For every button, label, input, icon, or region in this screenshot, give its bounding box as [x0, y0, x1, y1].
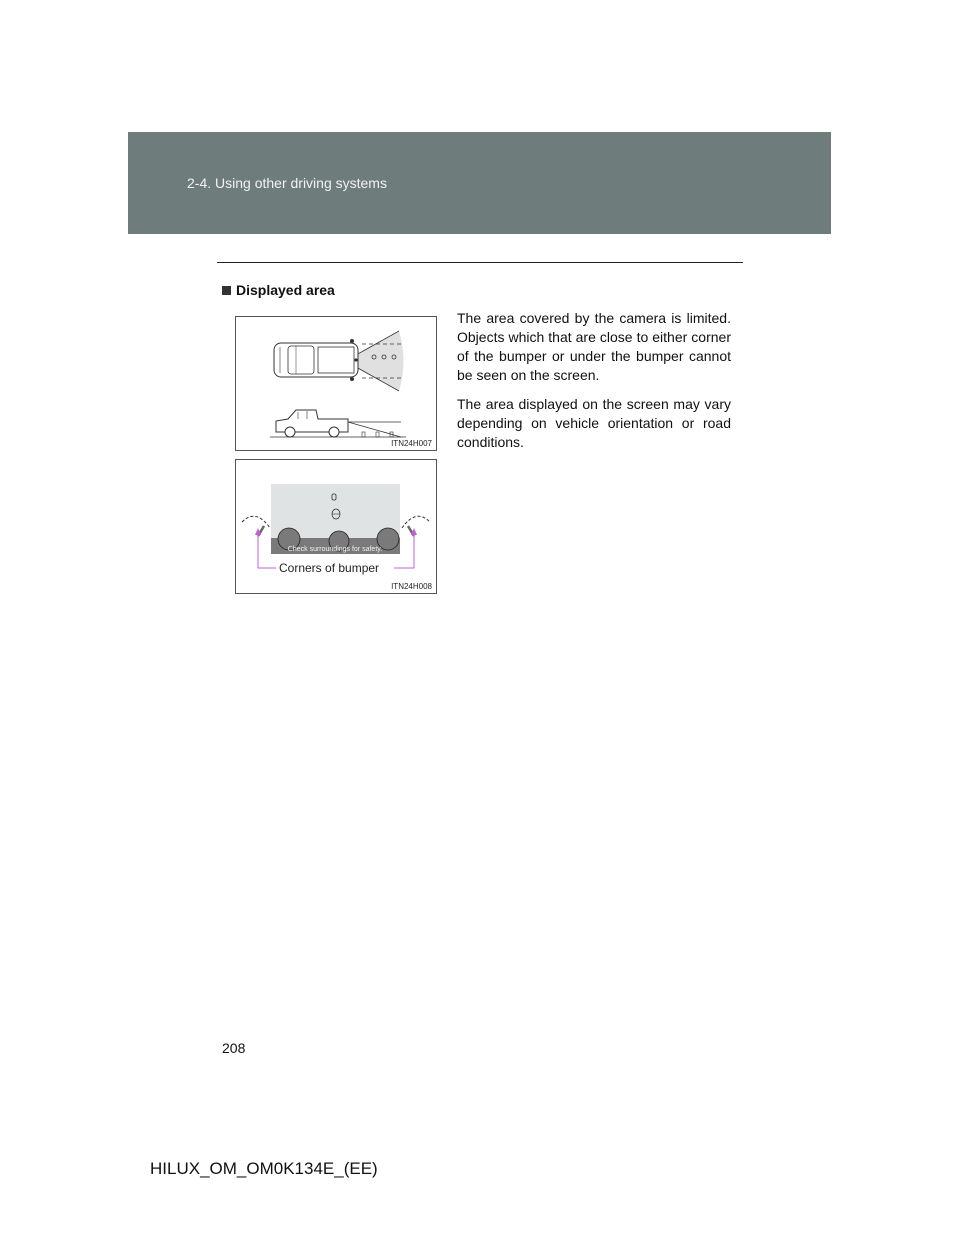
- camera-range-figure: [235, 316, 437, 451]
- section-title: 2-4. Using other driving systems: [187, 175, 387, 191]
- subheading-text: Displayed area: [236, 282, 335, 298]
- subheading: [222, 282, 335, 298]
- bullet-square-icon: [222, 286, 231, 295]
- paragraph: The area covered by the camera is limited. Objects which that are close to either corner of the bumper or under the bumper cannot be seen on the screen.: [457, 310, 731, 383]
- body-text: [457, 309, 731, 462]
- paragraph: The area displayed on the screen may vary depending on vehicle orientation or road conditions.: [457, 396, 731, 450]
- coverage-fan: [356, 331, 404, 391]
- figure-code: ITN24H007: [391, 439, 432, 448]
- document-code: HILUX_OM_OM0K134E_(EE): [150, 1159, 378, 1178]
- section-divider: [217, 262, 743, 263]
- figure-code: ITN24H008: [391, 582, 432, 591]
- callout-label: Corners of bumper: [279, 561, 380, 575]
- vehicle-illustration: [236, 317, 436, 450]
- screen-caption: Check surroundings for safety.: [287, 546, 383, 553]
- page-number: 208: [222, 1040, 246, 1056]
